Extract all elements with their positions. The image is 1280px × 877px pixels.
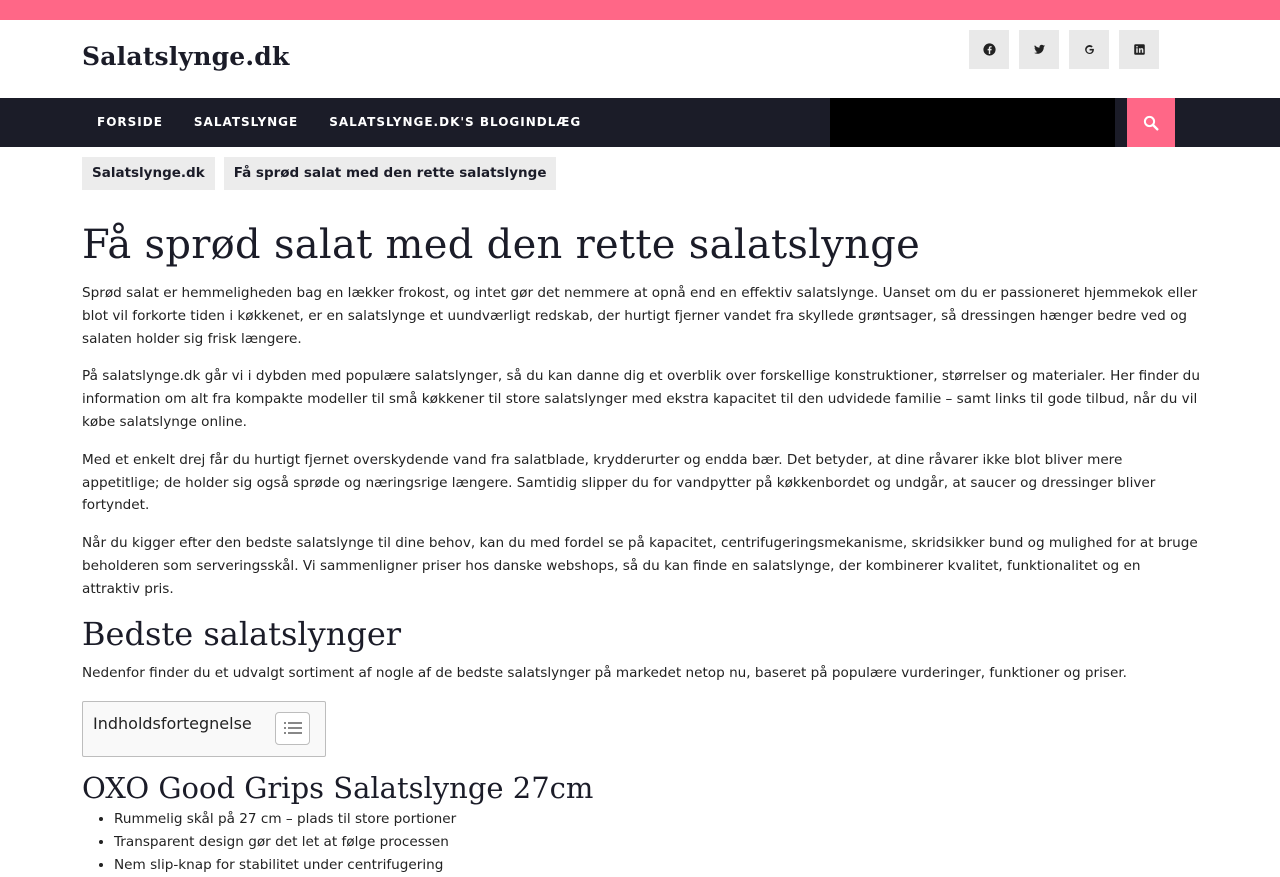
- site-header: [0, 20, 1280, 98]
- linkedin-button[interactable]: [1119, 30, 1159, 69]
- list-item: • Transparent design gør det let at følge processen: [114, 831, 1200, 854]
- breadcrumb-home[interactable]: Salatslynge.dk: [82, 157, 215, 190]
- nav-menu: [82, 98, 597, 147]
- article-paragraph: Med et enkelt drej får du hurtigt fjernet overskydende vand fra salatblade, krydderurter og endda bær. Det betyder, at dine råvarer ikke blot bliver mere appetitlige; de holder sig også sprøde og næringsrige længere. Samtidig slipper du for vandpytter på køkkenbordet og undgår, at saucer og dressinger bliver fortyndet.: [82, 451, 1156, 514]
- toc-toggle-button[interactable]: [275, 712, 310, 745]
- feature-list: [82, 808, 1200, 877]
- twitter-icon: [1033, 43, 1046, 56]
- facebook-button[interactable]: [969, 30, 1009, 69]
- site-title[interactable]: Salatslynge.dk: [82, 42, 290, 71]
- top-accent-bar: [0, 0, 1280, 20]
- search-button[interactable]: [1127, 98, 1175, 147]
- article-content: [82, 222, 1200, 877]
- article-paragraph: På salatslynge.dk går vi i dybden med populære salatslynger, så du kan danne dig et overblik over forskellige konstruktioner, størrelser og materialer. Her finder du information om alt fra kompakte modeller til små køkkener til store salatslynger med ekstra kapacitet til den udvidede familie – samt links til gode tilbud, når du vil købe salatslynge online.: [82, 368, 1200, 430]
- nav-item-salatslynge[interactable]: SALATSLYNGE: [193, 115, 299, 129]
- section-intro: Nedenfor finder du et udvalgt sortiment af nogle af de bedste salatslynger på markedet netop nu, baseret på populære vurderinger, funktioner og priser.: [82, 664, 1127, 681]
- search-icon: [1143, 115, 1159, 131]
- list-icon: [284, 721, 302, 735]
- breadcrumb-current: Få sprød salat med den rette salatslynge: [224, 157, 557, 190]
- nav-item-blogindlaeg[interactable]: SALATSLYNGE.DK'S BLOGINDLÆG: [329, 115, 582, 129]
- social-links: [969, 30, 1159, 69]
- linkedin-icon: [1133, 43, 1146, 56]
- google-icon: [1083, 43, 1096, 56]
- toc-title: Indholdsfortegnelse: [93, 713, 252, 733]
- breadcrumb: [82, 157, 556, 190]
- search-input[interactable]: [830, 98, 1115, 147]
- twitter-button[interactable]: [1019, 30, 1059, 69]
- nav-item-forside[interactable]: FORSIDE: [97, 115, 163, 129]
- table-of-contents: [82, 701, 326, 757]
- list-item: • Nem slip-knap for stabilitet under centrifugering: [114, 854, 1200, 877]
- main-navigation: [0, 98, 1280, 147]
- page-title: Få sprød salat med den rette salatslynge: [82, 222, 921, 268]
- list-item: • Rummelig skål på 27 cm – plads til store portioner: [114, 808, 1200, 831]
- section-title: Bedste salatslynger: [82, 614, 402, 653]
- article-paragraph: Når du kigger efter den bedste salatslynge til dine behov, kan du med fordel se på kapacitet, centrifugeringsmekanisme, skridsikker bund og mulighed for at bruge beholderen som serveringsskål. Vi sammenligner priser hos danske webshops, så du kan finde en salatslynge, der kombinerer kvalitet, funktionalitet og en attraktiv pris.: [82, 535, 1198, 597]
- product-title: OXO Good Grips Salatslynge 27cm: [82, 770, 594, 805]
- facebook-icon: [983, 43, 996, 56]
- article-paragraph: Sprød salat er hemmeligheden bag en lækker frokost, og intet gør det nemmere at opnå end en effektiv salatslynge. Uanset om du er passioneret hjemmekok eller blot vil forkorte tiden i køkkenet, er en salatslynge et uundværligt redskab, der hurtigt fjerner vandet fra skyllede grøntsager, så dressingen hænger bedre ved og salaten holder sig frisk længere.: [82, 285, 1198, 347]
- google-button[interactable]: [1069, 30, 1109, 69]
